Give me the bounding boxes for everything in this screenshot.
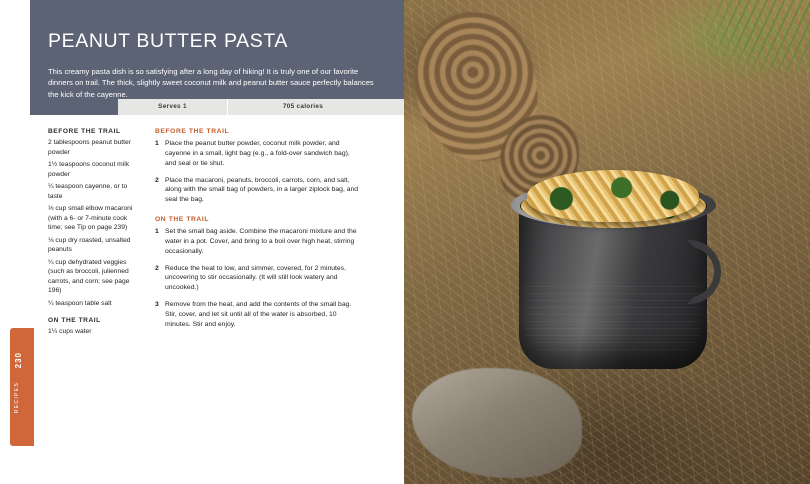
pasta-mound	[527, 170, 699, 222]
cooking-pot	[511, 156, 716, 376]
ingredients-heading: BEFORE THE TRAIL	[48, 128, 121, 135]
page-title: PEANUT BUTTER PASTA	[48, 30, 289, 52]
instructions-column	[155, 128, 360, 337]
on-trail-ingredients-block	[48, 317, 140, 337]
list-item	[155, 176, 360, 206]
step-text: Remove from the heat, and add the contents of the small bag. Stir, cover, and let sit until all of the water is absorbed, 10 minutes. Stir and enjoy.	[165, 301, 352, 328]
on-trail-ingredients-list	[48, 327, 140, 337]
list-item: ⅓ cup small elbow macaroni (with a 6- or 7-minute cook time; see Tip on page 239)	[48, 205, 133, 232]
on-trail-ingredients-heading: ON THE TRAIL	[48, 317, 101, 325]
ingredients-list	[48, 138, 140, 308]
pine-branch	[660, 0, 810, 130]
step-text: Place the macaroni, peanuts, broccoli, carrots, corn, and salt, along with the small bag of powders, in a larger ziplock bag, and seal the bag.	[165, 176, 359, 204]
list-item: ⅛ cup dry roasted, unsalted peanuts	[48, 236, 131, 254]
calories-label: 705 calories	[282, 103, 324, 110]
ingredients-column	[48, 128, 140, 340]
servings-label: Serves 1	[118, 99, 228, 115]
recipe-meta-bar	[118, 99, 404, 115]
list-item: 2 tablespoons peanut butter powder	[48, 139, 131, 156]
list-item: ¼ teaspoon cayenne, or to taste	[48, 183, 128, 200]
on-trail-heading: ON THE TRAIL	[155, 216, 210, 224]
step-number: 1	[155, 140, 159, 147]
list-item: ¼ cup dehydrated veggies (such as broccoli, julienned carrots, and corn; see page 196)	[48, 258, 130, 295]
section-label: RECIPES	[14, 382, 20, 414]
step-number: 3	[155, 301, 159, 309]
list-item	[155, 264, 360, 294]
page-number: 230	[14, 352, 23, 369]
step-text: Place the peanut butter powder, coconut milk powder, and cayenne in a small, light bag (e.g., a fold-over sandwich bag), and seal or tie shut.	[165, 140, 350, 167]
step-number: 1	[155, 228, 159, 236]
list-item: ¼ teaspoon table salt	[48, 299, 112, 307]
list-item	[155, 300, 360, 330]
step-text: Set the small bag aside. Combine the macaroni mixture and the water in a pot. Cover, and bring to a boil over high heat, stirring occasionally.	[165, 228, 357, 255]
recipe-text-page	[0, 0, 404, 484]
recipe-photo	[404, 0, 810, 484]
pot-measurement-lines	[525, 286, 701, 356]
step-number: 2	[155, 264, 159, 272]
list-item: 1½ teaspoons coconut milk powder	[48, 161, 130, 178]
step-number: 2	[155, 176, 159, 184]
pot-handle	[687, 240, 721, 304]
list-item: 1¼ cups water	[48, 328, 92, 336]
step-text: Reduce the heat to low, and simmer, covered, for 2 minutes, uncovering to stir occasionally. (It will still look watery and uncooked.)	[165, 264, 346, 292]
list-item	[155, 227, 360, 257]
list-item	[155, 139, 360, 169]
before-trail-heading: BEFORE THE TRAIL	[155, 128, 230, 135]
recipe-intro: This creamy pasta dish is so satisfying after a long day of hiking! It is truly one of our favorite dinners on trail. The thick, slightly sweet coconut milk and peanut butter sauce perfectly balances the kick of the cayenne.	[48, 66, 374, 100]
